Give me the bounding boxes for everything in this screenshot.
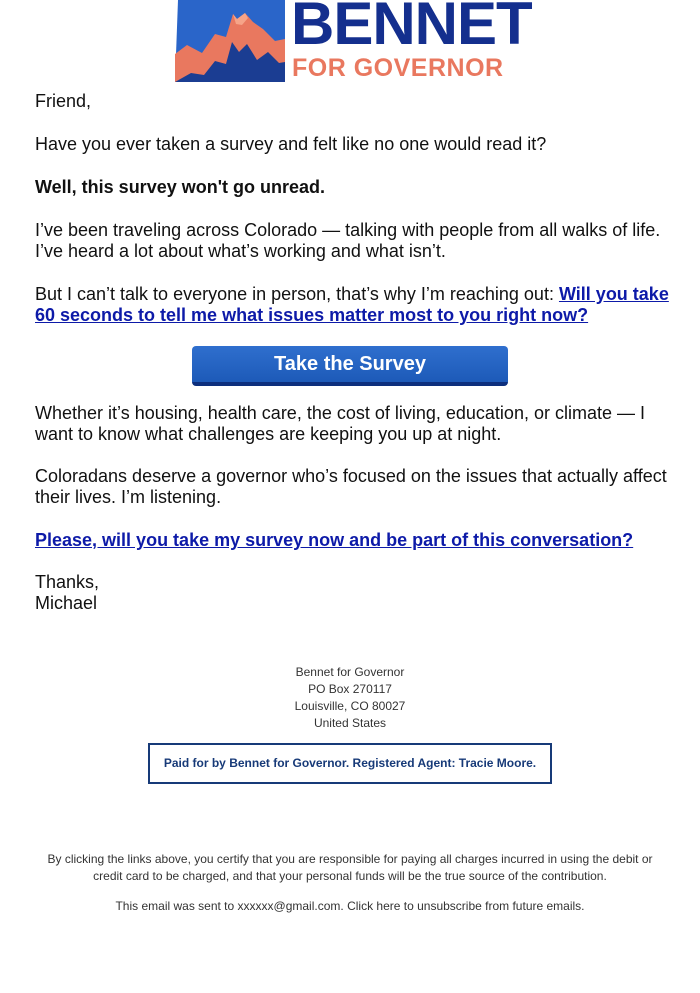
cta-container — [192, 346, 508, 386]
bennet-logo[interactable] — [175, 0, 532, 84]
signoff: Thanks, — [35, 572, 100, 592]
address-line: PO Box 270117 — [308, 682, 392, 696]
address-line: Bennet for Governor — [295, 665, 405, 679]
payment-disclaimer: By clicking the links above, you certify that you are responsible for paying all charges incurred in using the debit or credit card to be charged, and that your personal funds will be the true source of the contribution. — [47, 852, 653, 883]
unsubscribe-link[interactable]: . Click here to unsubscribe from future emails. — [340, 899, 585, 913]
greeting: Friend, — [35, 91, 92, 111]
address-line: United States — [313, 716, 387, 730]
email-body-continued — [35, 403, 669, 614]
footer-address — [0, 664, 700, 732]
survey-link-60-seconds[interactable]: Will you take 60 seconds to tell me what issues matter most to you right now? — [35, 284, 669, 325]
unsubscribe-prefix: This email was sent to — [115, 899, 235, 913]
email-header — [0, 0, 700, 88]
recipient-email: xxxxxx@gmail.com — [237, 899, 341, 913]
signature: Michael — [35, 593, 98, 613]
paragraph-survey-question: Have you ever taken a survey and felt like no one would read it? — [35, 134, 547, 154]
paragraph-bold-hook: Well, this survey won't go unread. — [35, 177, 325, 197]
unsubscribe-line — [0, 898, 700, 915]
paid-for-disclaimer-box: Paid for by Bennet for Governor. Registered Agent: Tracie Moore. — [148, 743, 552, 784]
paragraph-coloradans: Coloradans deserve a governor who’s focused on the issues that actually affect their lives. I’m listening. — [35, 466, 667, 507]
mountain-logo-icon — [175, 0, 285, 82]
email-body — [35, 91, 669, 326]
address-line: Louisville, CO 80027 — [294, 699, 406, 713]
logo-name: BENNET — [291, 0, 532, 57]
survey-link-final[interactable]: Please, will you take my survey now and be part of this conversation? — [35, 530, 634, 550]
paragraph-reaching-out — [35, 284, 669, 326]
take-survey-button[interactable]: Take the Survey — [192, 346, 508, 386]
reaching-out-text: But I can’t talk to everyone in person, that’s why I’m reaching out: — [35, 284, 554, 304]
paragraph-issues: Whether it’s housing, health care, the cost of living, education, or climate — I want to know what challenges are keeping you up at night. — [35, 403, 645, 444]
logo-subtitle: FOR GOVERNOR — [292, 54, 504, 82]
paragraph-final-ask — [35, 530, 669, 551]
paragraph-travels: I’ve been traveling across Colorado — talking with people from all walks of life. I’ve heard a lot about what’s working and what isn’t. — [35, 220, 661, 261]
